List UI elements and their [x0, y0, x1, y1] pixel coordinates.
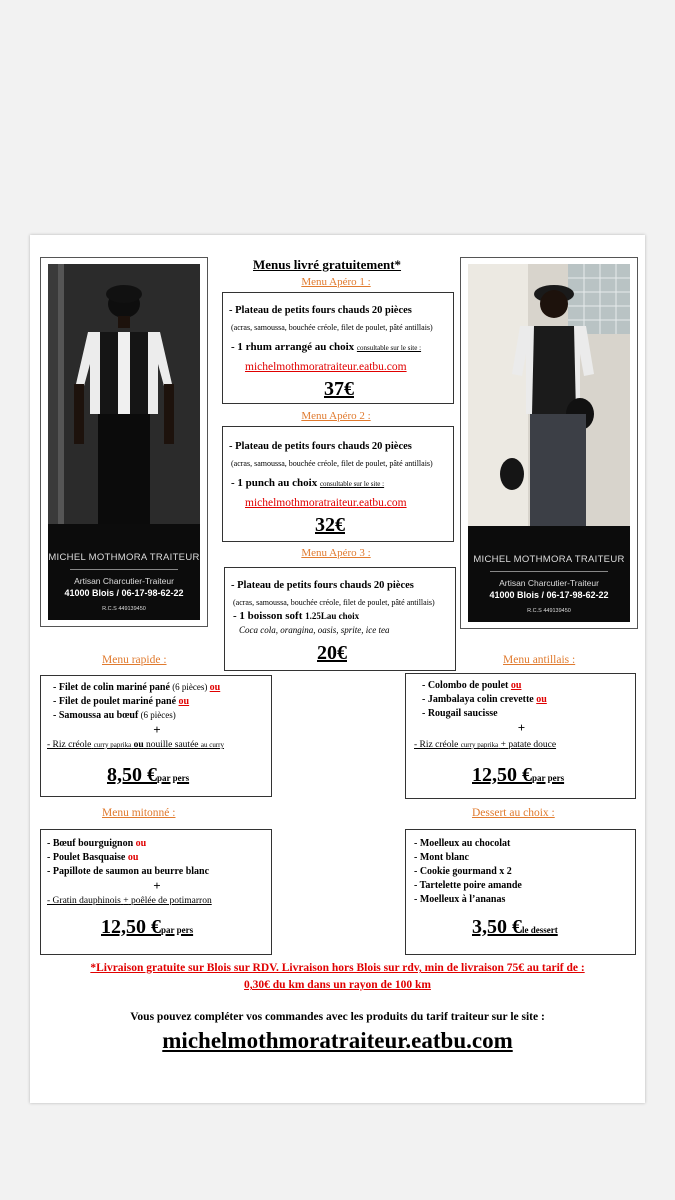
mitonne-item-3: [47, 866, 209, 877]
antillais-item-3: [422, 708, 498, 719]
rapide-side-a-note: curry paprika: [93, 741, 132, 749]
apero-2-box: [222, 426, 454, 542]
mitonne-item-3-text: - Papillote de saumon au beurre blanc: [47, 866, 210, 877]
brand-divider: [70, 569, 178, 570]
rapide-side-b: nouille sautée: [146, 740, 199, 750]
rapide-side: [47, 740, 224, 750]
dessert-item-5: - Moelleux à l’ananas: [414, 894, 506, 905]
right-chef-photo: [468, 264, 630, 622]
apero-3-plateau-detail: (acras, samoussa, bouchée créole, filet de poulet, pâté antillais): [233, 598, 435, 607]
apero-2-drink-line: [231, 477, 384, 489]
mitonne-item-2-text: - Poulet Basquaise: [47, 852, 128, 863]
apero-3-box: [224, 567, 456, 671]
rapide-side-or: ou: [133, 740, 144, 750]
complete-text: Vous pouvez compléter vos commandes avec les produits du tarif traiteur sur le site :: [130, 1011, 545, 1023]
apero-1-link[interactable]: michelmothmoratraiteur.eatbu.com: [245, 361, 407, 373]
rapide-plus: +: [153, 722, 161, 737]
rapide-item-2: [53, 696, 189, 707]
page-title: Menus livré gratuitement*: [253, 257, 402, 272]
apero-2-drink-prefix: -: [231, 477, 238, 489]
brand-name: MICHEL MOTHMORA TRAITEUR: [473, 554, 625, 565]
antillais-per: par pers: [532, 773, 565, 783]
rapide-price-line: [107, 764, 189, 787]
apero-1-heading: Menu Apéro 1 :: [301, 276, 371, 288]
rapide-price: 8,50 €: [107, 764, 157, 786]
apero-3-drink-list: Coca cola, orangina, oasis, sprite, ice tea: [239, 625, 390, 635]
mitonne-side: [47, 896, 212, 906]
apero-3-drink-line: [233, 610, 359, 622]
apero-1-drink-prefix: -: [231, 341, 238, 353]
delivery-line-1: *Livraison gratuite sur Blois sur RDV. Livraison hors Blois sur rdv, min de livraison 75€ au tarif de :: [90, 962, 585, 974]
antillais-item-1-or: ou: [510, 680, 522, 691]
apero-1-box: [222, 292, 454, 404]
antillais-item-2: [422, 694, 547, 705]
antillais-price: 12,50 €: [472, 764, 532, 786]
brand-address: 41000 Blois / 06-17-98-62-22: [489, 590, 609, 600]
rapide-side-a: - Riz créole: [47, 740, 92, 750]
rapide-item-1: [53, 682, 220, 693]
antillais-heading: Menu antillais :: [503, 654, 576, 666]
rapide-per: par pers: [157, 773, 190, 783]
apero-3-drink-size: 1.25Lau choix: [305, 611, 360, 621]
apero-3-heading: Menu Apéro 3 :: [301, 547, 371, 559]
antillais-side: [414, 740, 556, 750]
mitonne-price: 12,50 €: [101, 916, 161, 938]
rapide-box: [40, 675, 272, 797]
brand-role: Artisan Charcutier-Traiteur: [74, 576, 174, 586]
rapide-item-2-or: ou: [178, 696, 190, 707]
apero-2-price: 32€: [315, 514, 345, 536]
brand-role: Artisan Charcutier-Traiteur: [499, 578, 599, 588]
mitonne-plus: +: [153, 878, 161, 893]
rapide-item-1-note: (6 pièces): [169, 682, 210, 692]
mitonne-heading: Menu mitonné :: [102, 807, 176, 819]
dessert-box: [405, 829, 636, 955]
apero-2-plateau-detail: (acras, samoussa, bouchée créole, filet de poulet, pâté antillais): [231, 459, 433, 468]
apero-2-drink: 1 punch au choix: [237, 477, 318, 489]
dessert-item-4: - Tartelette poire amande: [414, 880, 522, 891]
antillais-item-3-text: - Rougail saucisse: [422, 708, 498, 719]
dessert-price: 3,50 €: [472, 916, 522, 938]
antillais-item-2-text: - Jambalaya colin crevette: [422, 694, 537, 705]
apero-3-drink: - 1 boisson soft: [233, 610, 303, 622]
antillais-item-1: [422, 680, 521, 691]
rapide-heading: Menu rapide :: [102, 654, 167, 666]
apero-2-heading: Menu Apéro 2 :: [301, 410, 371, 422]
left-photo-panel: [40, 257, 208, 627]
apero-3-price: 20€: [317, 642, 347, 664]
rapide-side-b-note: au curry: [200, 741, 225, 749]
flyer-sheet: [30, 235, 645, 1103]
apero-1-plateau-detail: (acras, samoussa, bouchée créole, filet de poulet, pâté antillais): [231, 323, 433, 332]
dessert-heading: Dessert au choix :: [472, 807, 555, 819]
antillais-side-a-note: curry paprika: [460, 741, 499, 749]
right-brand-block: [468, 526, 630, 622]
brand-divider: [490, 571, 608, 572]
dessert-item-3: - Cookie gourmand x 2: [414, 866, 512, 877]
rapide-item-1-text: - Filet de colin mariné pané: [53, 682, 170, 693]
mitonne-item-2: [47, 852, 138, 863]
apero-1-drink-line: [231, 341, 421, 353]
apero-1-plateau: - Plateau de petits fours chauds 20 pièces: [229, 305, 412, 316]
antillais-side-plus: +: [500, 740, 506, 750]
apero-2-plateau: - Plateau de petits fours chauds 20 pièces: [229, 441, 412, 452]
apero-1-drink-note: consultable sur le site :: [356, 344, 422, 352]
mitonne-side-b: poêlée de potimarron: [131, 896, 212, 906]
rapide-item-3-note: (6 pièces): [138, 710, 176, 720]
mitonne-side-plus: +: [123, 896, 129, 906]
mitonne-per: par pers: [161, 925, 194, 935]
rapide-item-3-text: - Samoussa au bœuf: [53, 710, 139, 721]
delivery-line-2: 0,30€ du km dans un rayon de 100 km: [244, 979, 431, 991]
rapide-item-2-text: - Filet de poulet mariné pané: [53, 696, 179, 707]
apero-3-plateau: - Plateau de petits fours chauds 20 pièces: [231, 580, 414, 591]
antillais-plus: +: [517, 720, 526, 735]
antillais-side-a: - Riz créole: [414, 740, 459, 750]
right-photo-panel: [460, 257, 638, 629]
antillais-item-1-text: - Colombo de poulet: [422, 680, 511, 691]
dessert-item-2: - Mont blanc: [414, 852, 469, 863]
mitonne-side-a: - Gratin dauphinois: [47, 896, 121, 906]
dessert-price-line: [472, 916, 558, 939]
antillais-side-b: patate douce: [508, 740, 557, 750]
apero-2-drink-note: consultable sur le site :: [319, 480, 385, 488]
antillais-price-line: [472, 764, 564, 787]
antillais-item-2-or: ou: [536, 694, 547, 705]
site-link[interactable]: michelmothmoratraiteur.eatbu.com: [162, 1028, 513, 1053]
mitonne-item-1-or: ou: [135, 838, 147, 849]
rapide-item-3: [53, 710, 176, 721]
brand-address: 41000 Blois / 06-17-98-62-22: [64, 588, 184, 598]
left-brand-block: [48, 524, 200, 620]
left-chef-photo: [48, 264, 200, 620]
brand-name: MICHEL MOTHMORA TRAITEUR: [48, 552, 200, 563]
mitonne-item-1-text: - Bœuf bourguignon: [47, 838, 136, 849]
apero-2-link[interactable]: michelmothmoratraiteur.eatbu.com: [245, 497, 407, 509]
dessert-item-1: - Moelleux au chocolat: [414, 838, 511, 849]
mitonne-box: [40, 829, 272, 955]
apero-1-drink: 1 rhum arrangé au choix: [237, 341, 355, 353]
brand-rcs: R.C.S 449139450: [527, 608, 571, 614]
mitonne-price-line: [101, 916, 193, 939]
brand-rcs: R.C.S 449139450: [102, 606, 146, 612]
apero-1-price: 37€: [324, 378, 354, 400]
dessert-per: le dessert: [522, 925, 558, 935]
mitonne-item-2-or: ou: [127, 852, 139, 863]
rapide-item-1-or: ou: [209, 682, 221, 693]
mitonne-item-1: [47, 838, 146, 849]
antillais-box: [405, 673, 636, 799]
